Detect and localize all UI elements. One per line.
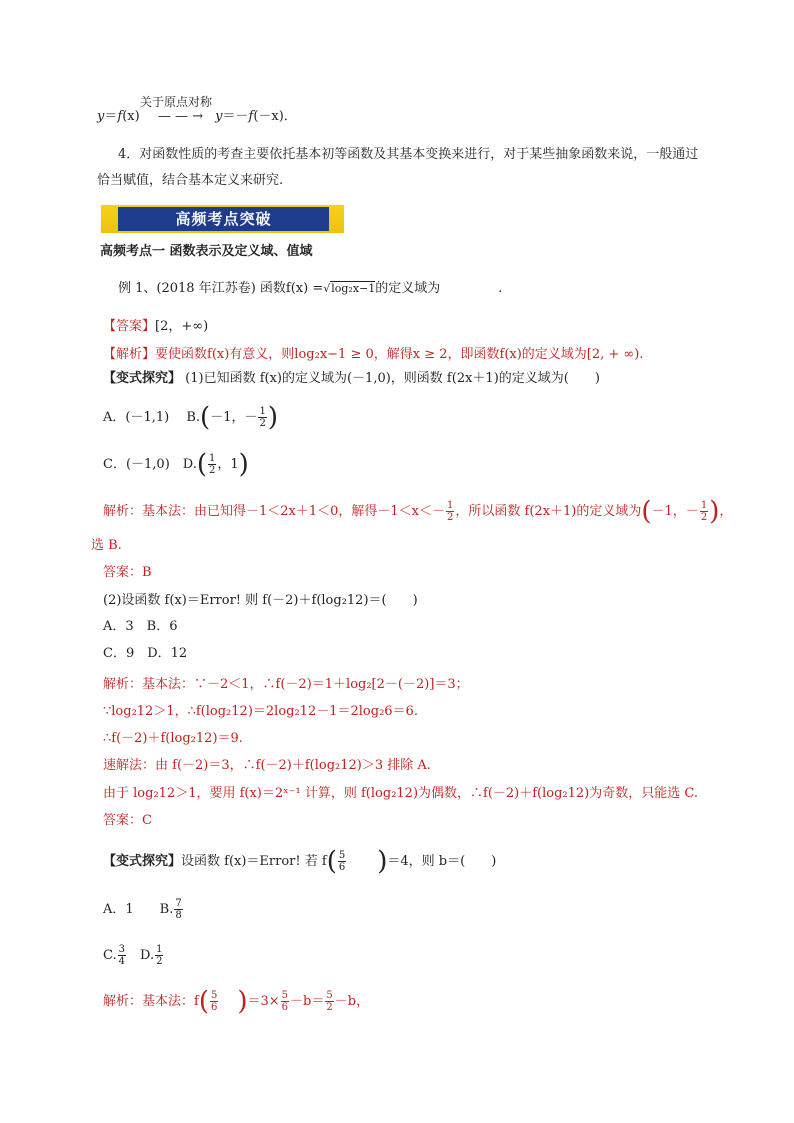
example1-question: 例 1、(2018 年江苏卷) 函数f(x) =√log₂x−1的定义域为 . [118,281,503,296]
q2-analysis-1: 解析：基本法：∵－2＜1，∴f(－2)＝1＋log₂[2－(－2)]＝3； [103,677,469,692]
point4-line2: 恰当赋值，结合基本定义来研究. [97,173,284,188]
right-arrow-icon: — — → [157,109,203,124]
q2-options-cd: C．9 D．12 [103,646,188,661]
variant2-analysis: 解析：基本法：f( $\frac{5}{6}$ )＝3× $\frac{5}{6}$ －b＝ $\frac{5}{2}$ －b， [103,986,370,1017]
q2-analysis-3: ∴f(－2)＋f(log₂12)＝9. [103,731,243,746]
section-banner [101,205,344,233]
q2-answer: 答案：C [103,813,152,828]
symmetry-mapping: y＝f(x) — — → y＝－f(－x)． [97,109,297,124]
variant1-answer: 答案：B [103,565,152,580]
example1-answer: 【答案】[2，+∞) [103,319,209,334]
variant1-question: 【变式探究】 (1)已知函数 f(x)的定义域为(－1,0)，则函数 f(2x＋1)的定义域为( ) [103,371,600,386]
section-title: 高频考点一 函数表示及定义域、值域 [100,244,313,259]
variant2-question: 【变式探究】设函数 f(x)＝Error! 若 f( $\frac{5}{6}$ )＝4，则 b＝( ) [103,846,497,877]
symmetry-label: 关于原点对称 [140,95,213,109]
variant1-options-cd: C．(－1,0) D.( $\frac{1}{2}$ ，1) [103,449,249,480]
q2-analysis-4: 速解法：由 f(－2)＝3，∴f(－2)＋f(log₂12)＞3 排除 A. [103,758,431,773]
q2-options-ab: A．3 B．6 [103,619,178,634]
q2-analysis-5: 由于 log₂12＞1，要用 f(x)＝2ˣ⁻¹ 计算，则 f(log₂12)为偶数，∴f(－2)＋f(log₂12)为奇数，只能选 C. [103,786,699,801]
example1-analysis: 【解析】要使函数f(x)有意义，则log₂x−1 ≥ 0，解得x ≥ 2，即函数f(x)的定义域为[2, + ∞). [103,347,644,362]
point4-line1: 4．对函数性质的考查主要依托基本初等函数及其基本变换来进行，对于某些抽象函数来说，一般通过 [118,147,699,162]
variant1-options-ab: A．(－1,1) B.(－1，－ $\frac{1}{2}$ ) [103,402,278,433]
variant1-analysis: 解析：基本法：由已知得－1＜2x＋1＜0，解得－1＜x＜－ $\frac{1}{2}$ ，所以函数 f(2x＋1)的定义域为(－1，－ $\frac{1}{2}$ )， [103,496,733,527]
variant1-select: 选 B. [91,538,122,553]
variant2-options-ab: A．1 B. $\frac{7}{8}$ [103,898,182,921]
variant2-options-cd: C. $\frac{3}{4}$ D. $\frac{1}{2}$ [103,944,163,967]
q2-analysis-2: ∵log₂12＞1，∴f(log₂12)＝2log₂12－1＝2log₂6＝6. [103,704,418,719]
banner-text: 高频考点突破 [118,207,329,231]
q2-question: (2)设函数 f(x)＝Error! 则 f(－2)＋f(log₂12)＝( ) [103,593,418,608]
